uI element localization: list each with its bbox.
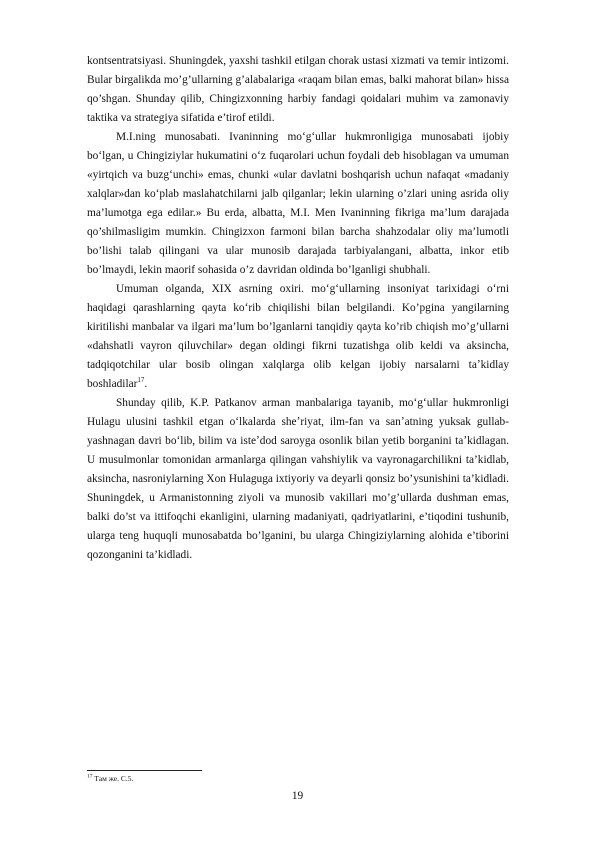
paragraph-2: M.I.ning munosabati. Ivaninning moʻgʻullar hukmronligiga munosabati ijobiy boʻlgan, u Chingiziylar hukumatini oʻz fuqarolari uchun foydali deb hisoblagan va umuman «yirtqich va buzgʻunchi» emas, chunki «ular davlatni boshqarish uchun nafaqat «madaniy xalqlar»dan koʻplab maslahatchilarni jalb qilganlar; lekin ularning o’zlari uning asrida oliy ma’lumotga ega edilar.» Bu erda, albatta, M.I. Men Ivaninning fikriga ma’lum darajada qo’shilmasligim mumkin. Chingizxon farmoni bilan barcha shahzodalar oliy ma’lumotli bo’lishi talab qilingani va ular munosib darajada tarbiyalangani, albatta, inkor etib bo’lmaydi, lekin maorif sohasida o’z davridan oldinda bo’lganligi shubhali. xyxy=(87,131,509,277)
paragraph-1: kontsentratsiyasi. Shuningdek, yaxshi tashkil etilgan chorak ustasi xizmati va temir intizomi. Bular birgalikda mo’g’ullarning g’alabalariga «raqam bilan emas, balki mahorat bilan» hissa qo’shgan. Shunday qilib, Chingizxonning harbiy fandagi qoidalari muhim va zamonaviy taktika va strategiya sifatida e’tirof etildi. xyxy=(87,55,509,125)
body-text xyxy=(87,52,509,565)
footnote-text: Там же. С.5. xyxy=(92,774,134,783)
footnote-number: 17 xyxy=(87,773,93,780)
paragraph-3 xyxy=(87,280,509,394)
footnote-reference[interactable]: 17 xyxy=(137,376,145,385)
paragraph-3-text: Umuman olganda, XIX asrning oxiri. moʻgʻullarning insoniyat tarixidagi oʻrni haqidagi qarashlarning qayta koʻrib chiqilishi bilan belgilandi. Ko’pgina yangilarning kiritilishi manbalar va ilgari ma’lum bo’lganlarni tanqidiy qayta ko’rib chiqish mo’g’ullarni «dahshatli vayron qiluvchilar» degan oldingi fikrni tuzatishga olib keldi va aksincha, tadqiqotchilar ular bosib olingan xalqlarga olib kelgan ijobiy narsalarni taʼkidlay boshladilar xyxy=(87,283,509,391)
page-number: 19 xyxy=(291,790,304,802)
footnote-separator xyxy=(87,770,202,771)
footnote xyxy=(87,774,133,784)
paragraph-3-tail: . xyxy=(144,378,148,391)
paragraph-4: Shunday qilib, K.P. Patkanov arman manbalariga tayanib, moʻgʻullar hukmronligi Hulagu ulusini tashkil etgan oʻlkalarda sheʼriyat, ilm-fan va sanʼatning yuksak gullab-yashnagan davri boʻlib, bilim va isteʼdod saroyga osonlik bilan yetib borganini taʼkidlagan. U musulmonlar tomonidan armanlarga qilingan vahshiylik va vayronagarchilikni ta’kidlab, aksincha, nasroniylarning Xon Hulaguga ixtiyoriy va deyarli qonsiz bo’ysunishini ta’kidladi. Shuningdek, u Armanistonning ziyoli va munosib vakillari mo’g’ullarda dushman emas, balki do’st va ittifoqchi ekanligini, ularning madaniyati, qadriyatlarini, e’tiqodini tushunib, ularga teng huquqli munosabatda bo’lganini, bu ularga Chingiziylarning alohida e’tiborini qozonganini ta’kidladi. xyxy=(87,397,509,562)
